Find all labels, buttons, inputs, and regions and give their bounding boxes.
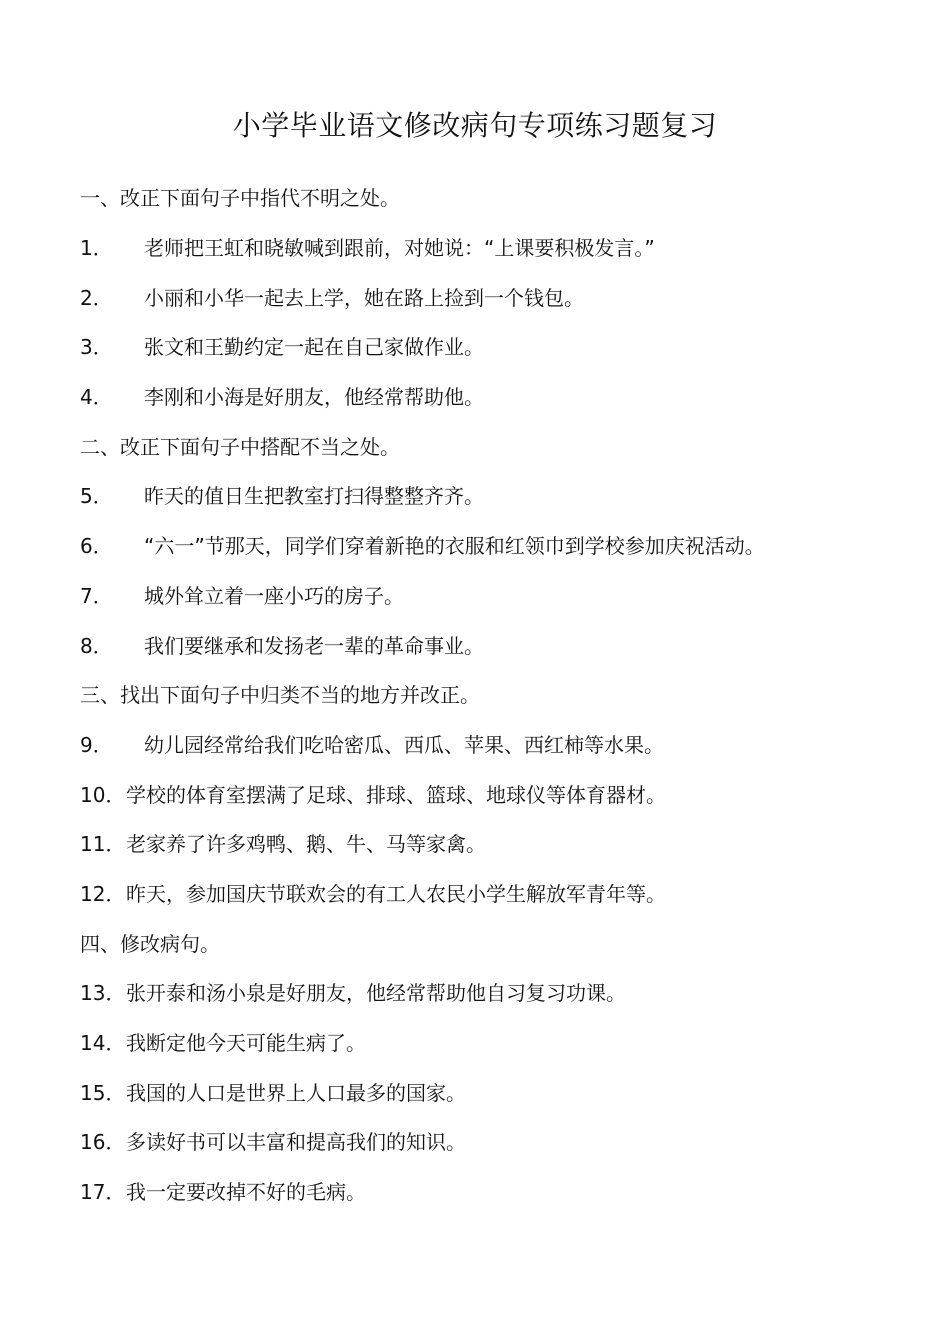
item-number: 4．: [80, 385, 113, 410]
item-number: 3．: [80, 335, 113, 360]
exercise-item: [80, 371, 910, 421]
exercise-item: [80, 1066, 910, 1116]
item-text: 我们要继承和发扬老一辈的革命事业。: [144, 633, 484, 658]
item-text: 学校的体育室摆满了足球、排球、篮球、地球仪等体育器材。: [126, 782, 666, 807]
item-number: 1．: [80, 236, 113, 261]
item-text: 昨天的值日生把教室打扫得整整齐齐。: [144, 484, 484, 509]
item-number: 10．: [80, 782, 126, 807]
exercise-item: [80, 321, 910, 371]
item-text: 李刚和小海是好朋友，他经常帮助他。: [144, 385, 484, 410]
section-heading: 三、找出下面句子中归类不当的地方并改正。: [80, 683, 480, 708]
exercise-item: [80, 1017, 910, 1067]
exercise-item: [80, 818, 910, 868]
item-number: 16．: [80, 1130, 126, 1155]
page-title: 小学毕业语文修改病句专项练习题复习: [232, 109, 718, 142]
exercise-item: [80, 570, 910, 620]
item-number: 9．: [80, 732, 113, 757]
item-text: 我国的人口是世界上人口最多的国家。: [126, 1080, 466, 1105]
item-text: 城外耸立着一座小巧的房子。: [144, 583, 404, 608]
item-number: 5．: [80, 484, 113, 509]
exercise-item: [80, 719, 910, 769]
item-text: 张文和王勤约定一起在自己家做作业。: [144, 335, 484, 360]
exercise-item: [80, 1166, 910, 1216]
item-text: 我一定要改掉不好的毛病。: [126, 1180, 366, 1205]
item-text: 张开泰和汤小泉是好朋友，他经常帮助他自习复习功课。: [126, 981, 626, 1006]
item-number: 2．: [80, 285, 113, 310]
item-text: “六一”节那天，同学们穿着新艳的衣服和红领巾到学校参加庆祝活动。: [144, 534, 765, 559]
item-number: 7．: [80, 583, 113, 608]
item-text: 我断定他今天可能生病了。: [126, 1031, 366, 1056]
item-number: 11．: [80, 832, 126, 857]
exercise-item: [80, 619, 910, 669]
exercise-item: [80, 271, 910, 321]
exercise-item: [80, 868, 910, 918]
item-text: 小丽和小华一起去上学，她在路上捡到一个钱包。: [144, 285, 584, 310]
exercise-content: [80, 172, 910, 1215]
section-heading: 一、改正下面句子中指代不明之处。: [80, 186, 400, 211]
exercise-item: [80, 470, 910, 520]
section-heading: 四、修改病句。: [80, 931, 220, 956]
exercise-item: [80, 1116, 910, 1166]
item-number: 6．: [80, 534, 113, 559]
exercise-item: [80, 520, 910, 570]
exercise-item: [80, 768, 910, 818]
item-number: 14．: [80, 1031, 126, 1056]
item-number: 15．: [80, 1080, 126, 1105]
exercise-item: [80, 967, 910, 1017]
item-number: 17．: [80, 1180, 126, 1205]
item-text: 多读好书可以丰富和提高我们的知识。: [126, 1130, 466, 1155]
item-text: 老家养了许多鸡鸭、鹅、牛、马等家禽。: [126, 832, 486, 857]
exercise-item: [80, 222, 910, 272]
item-number: 13．: [80, 981, 126, 1006]
item-number: 12．: [80, 881, 126, 906]
item-text: 昨天，参加国庆节联欢会的有工人农民小学生解放军青年等。: [126, 881, 666, 906]
item-number: 8．: [80, 633, 113, 658]
item-text: 幼儿园经常给我们吃哈密瓜、西瓜、苹果、西红柿等水果。: [144, 732, 664, 757]
item-text: 老师把王虹和晓敏喊到跟前，对她说：“上课要积极发言。”: [144, 236, 655, 261]
section-heading: 二、改正下面句子中搭配不当之处。: [80, 434, 400, 459]
